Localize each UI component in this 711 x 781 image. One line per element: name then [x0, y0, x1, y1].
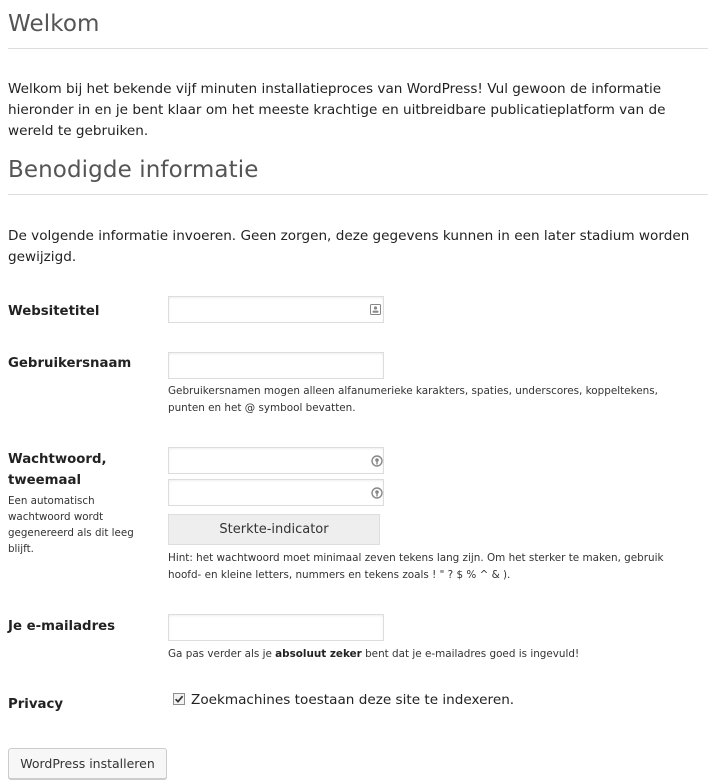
password-label-help: Een automatisch wachtwoord wordt gegenereerd als dit leeg blijft.: [8, 495, 134, 555]
checkmark-icon: [174, 694, 184, 704]
search-engine-visibility-label[interactable]: Zoekmachines toestaan deze site te indexeren.: [191, 692, 515, 708]
password-input-2[interactable]: [168, 479, 384, 506]
email-help: [168, 646, 678, 663]
key-icon: [371, 455, 383, 467]
site-title-input[interactable]: [168, 296, 384, 323]
site-title-label: Websitetitel: [8, 304, 100, 319]
key-icon: [371, 487, 383, 499]
password-input-1[interactable]: [168, 447, 384, 474]
email-help-emphasis: absoluut zeker: [275, 648, 362, 660]
install-wordpress-button[interactable]: WordPress installeren: [8, 748, 167, 779]
email-help-text-before: Ga pas verder als je: [168, 648, 276, 660]
search-engine-visibility-checkbox[interactable]: [173, 693, 185, 705]
username-input[interactable]: [168, 352, 384, 379]
password-label-line1: Wachtwoord,: [8, 452, 107, 467]
welcome-divider: [8, 48, 708, 49]
password-strength-indicator: Sterkte-indicator: [168, 514, 380, 545]
username-help: Gebruikersnamen mogen alleen alfanumerieke karakters, spaties, underscores, koppeltekens, punten en het @ symbool bevatten.: [168, 385, 658, 414]
info-intro: De volgende informatie invoeren. Geen zorgen, deze gegevens kunnen in een later stadium worden gewijzigd.: [8, 228, 690, 265]
contact-card-icon: [370, 304, 381, 315]
info-title: Benodigde informatie: [8, 157, 259, 183]
email-help-text-after: bent dat je e-mailadres goed is ingevuld!: [361, 648, 580, 660]
password-hint: Hint: het wachtwoord moet minimaal zeven tekens lang zijn. Om het sterker te maken, gebruik hoofd- en kleine letters, nummers en tekens zoals ! " ? $ % ^ & ).: [168, 552, 664, 581]
email-label: Je e-mailadres: [8, 619, 116, 634]
username-label: Gebruikersnaam: [8, 356, 132, 371]
email-input[interactable]: [168, 614, 384, 641]
welcome-title: Welkom: [8, 11, 100, 37]
welcome-intro: Welkom bij het bekende vijf minuten installatieproces van WordPress! Vul gewoon de informatie hieronder in en je bent klaar om het meeste krachtige en uitbreidbare publicatieplatform van de wereld te gebruiken.: [8, 81, 666, 139]
privacy-label: Privacy: [8, 697, 64, 712]
info-divider: [8, 194, 708, 195]
password-label-line2: tweemaal: [8, 473, 82, 488]
